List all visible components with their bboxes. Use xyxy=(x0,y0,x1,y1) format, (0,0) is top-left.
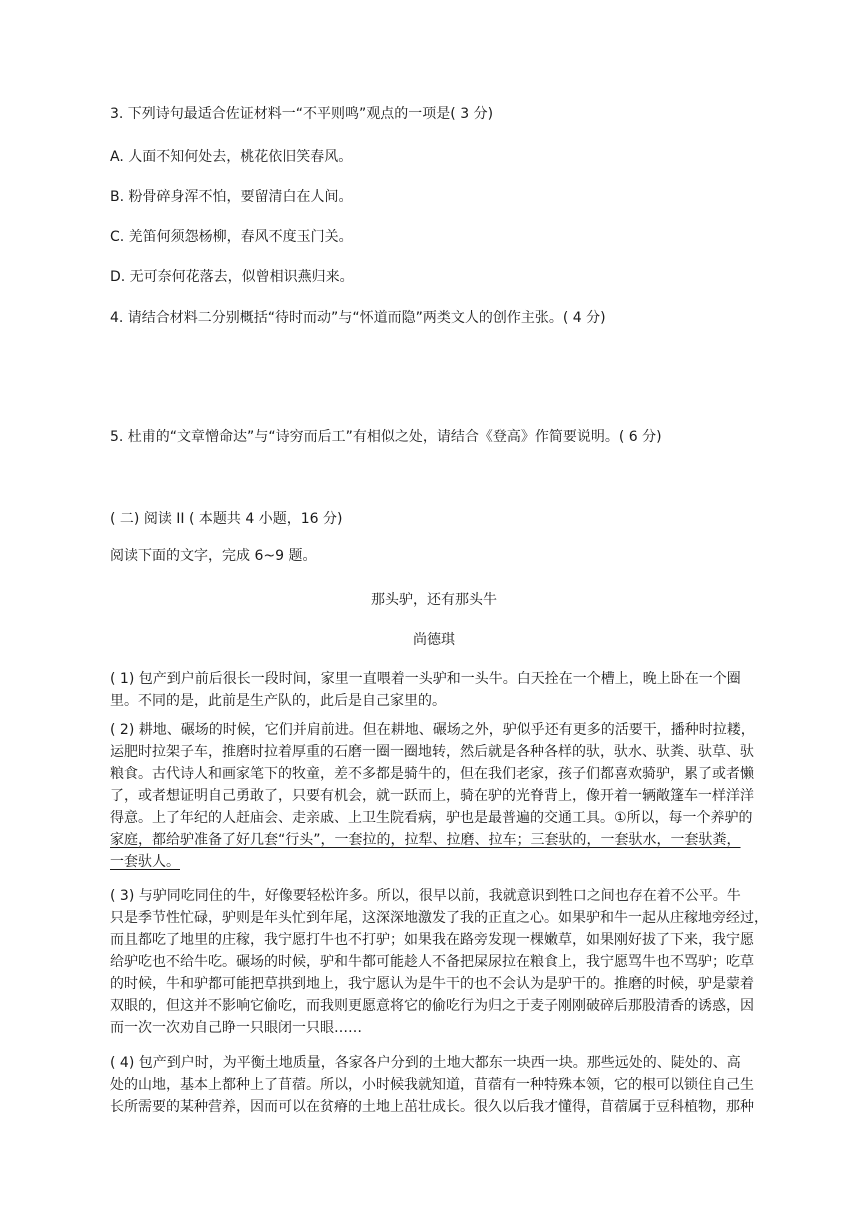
paragraph-line: 处的山地，基本上都种上了苜蓿。所以，小时候我就知道，苜蓿有一种特殊本领，它的根可以锁住自己生 xyxy=(110,1077,754,1093)
paragraph-line: 而一次一次劝自己睁一只眼闭一只眼…… xyxy=(110,1020,362,1036)
question-4-stem: 4. 请结合材料二分别概括“待时而动”与“怀道而隐”两类文人的创作主张。( 4 分) xyxy=(110,310,606,326)
reading-instruction: 阅读下面的文字，完成 6~9 题。 xyxy=(110,548,317,564)
option-b: B. 粉骨碎身浑不怕，要留清白在人间。 xyxy=(110,189,353,205)
paragraph-line: 了，或者想证明自己勇敢了，只要有机会，就一跃而上，骑在驴的光脊背上，像开着一辆敞篷车一样洋洋 xyxy=(110,788,754,804)
paragraph-line: 长所需要的某种营养，因而可以在贫瘠的土地上茁壮成长。很久以后我才懂得，苜蓿属于豆科植物，那种 xyxy=(110,1099,754,1115)
paragraph-2 xyxy=(110,719,790,873)
paragraph-1 xyxy=(110,668,790,712)
paragraph-line: 里。不同的是，此前是生产队的，此后是自己家里的。 xyxy=(110,693,446,709)
article-title: 那头驴，还有那头牛 xyxy=(371,592,497,608)
paragraph-line: 的时候，牛和驴都可能把草拱到地上，我宁愿认为是牛干的也不会认为是驴干的。推磨的时候，驴是蒙着 xyxy=(110,976,754,992)
question-3-stem: 3. 下列诗句最适合佐证材料一“不平则鸣”观点的一项是( 3 分) xyxy=(110,106,494,122)
article-author: 尚德琪 xyxy=(413,632,455,648)
paragraph-line: 粮食。古代诗人和画家笔下的牧童，差不多都是骑牛的，但在我们老家，孩子们都喜欢骑驴，累了或者懒 xyxy=(110,766,754,782)
option-c: C. 羌笛何须怨杨柳，春风不度玉门关。 xyxy=(110,229,353,245)
paragraph-line: 运肥时拉架子车，推磨时拉着厚重的石磨一圈一圈地转，然后就是各种各样的驮，驮水、驮粪、驮草、驮 xyxy=(110,744,754,760)
paragraph-line: ( 4) 包产到户时，为平衡土地质量，各家各户分到的土地大都东一块西一块。那些远处的、陡处的、高 xyxy=(110,1055,741,1071)
section-heading: ( 二) 阅读 II ( 本题共 4 小题，16 分) xyxy=(110,511,343,527)
paragraph-line: 给驴吃也不给牛吃。碾场的时候，驴和牛都可能趁人不备把屎尿拉在粮食上，我宁愿骂牛也不骂驴；吃草 xyxy=(110,954,754,970)
paragraph-line: 得意。上了年纪的人赶庙会、走亲戚、上卫生院看病，驴也是最普遍的交通工具。①所以，每一个养驴的 xyxy=(110,810,753,826)
paragraph-line: ( 3) 与驴同吃同住的牛，好像要轻松许多。所以，很早以前，我就意识到牲口之间也存在着不公平。牛 xyxy=(110,888,741,904)
paragraph-line: ( 2) 耕地、碾场的时候，它们并肩前进。但在耕地、碾场之外，驴似乎还有更多的活要干，播种时拉耧， xyxy=(110,722,755,738)
underlined-sentence: 一套驮人。 xyxy=(110,854,180,870)
paragraph-line: 而且都吃了地里的庄稼，我宁愿打牛也不打驴；如果我在路旁发现一棵嫩草，如果刚好拔了下来，我宁愿 xyxy=(110,932,754,948)
option-d: D. 无可奈何花落去，似曾相识燕归来。 xyxy=(110,269,354,285)
paragraph-line: 双眼的，但这并不影响它偷吃，而我则更愿意将它的偷吃行为归之于麦子刚刚破碎后那股清香的诱惑，因 xyxy=(110,998,754,1014)
paragraph-4 xyxy=(110,1052,790,1118)
question-5-stem: 5. 杜甫的“文章憎命达”与“诗穷而后工”有相似之处，请结合《登高》作简要说明。( 6 分) xyxy=(110,429,662,445)
paragraph-line: ( 1) 包产到户前后很长一段时间，家里一直喂着一头驴和一头牛。白天拴在一个槽上，晚上卧在一个圈 xyxy=(110,671,741,687)
option-a: A. 人面不知何处去，桃花依旧笑春风。 xyxy=(110,149,353,165)
paragraph-line: 只是季节性忙碌，驴则是年头忙到年尾，这深深地激发了我的正直之心。如果驴和牛一起从庄稼地旁经过， xyxy=(110,910,768,926)
paragraph-3 xyxy=(110,885,790,1039)
underlined-sentence: 家庭，都给驴准备了好几套“行头”，一套拉的，拉犁、拉磨、拉车；三套驮的，一套驮水，一套驮粪， xyxy=(110,832,741,848)
